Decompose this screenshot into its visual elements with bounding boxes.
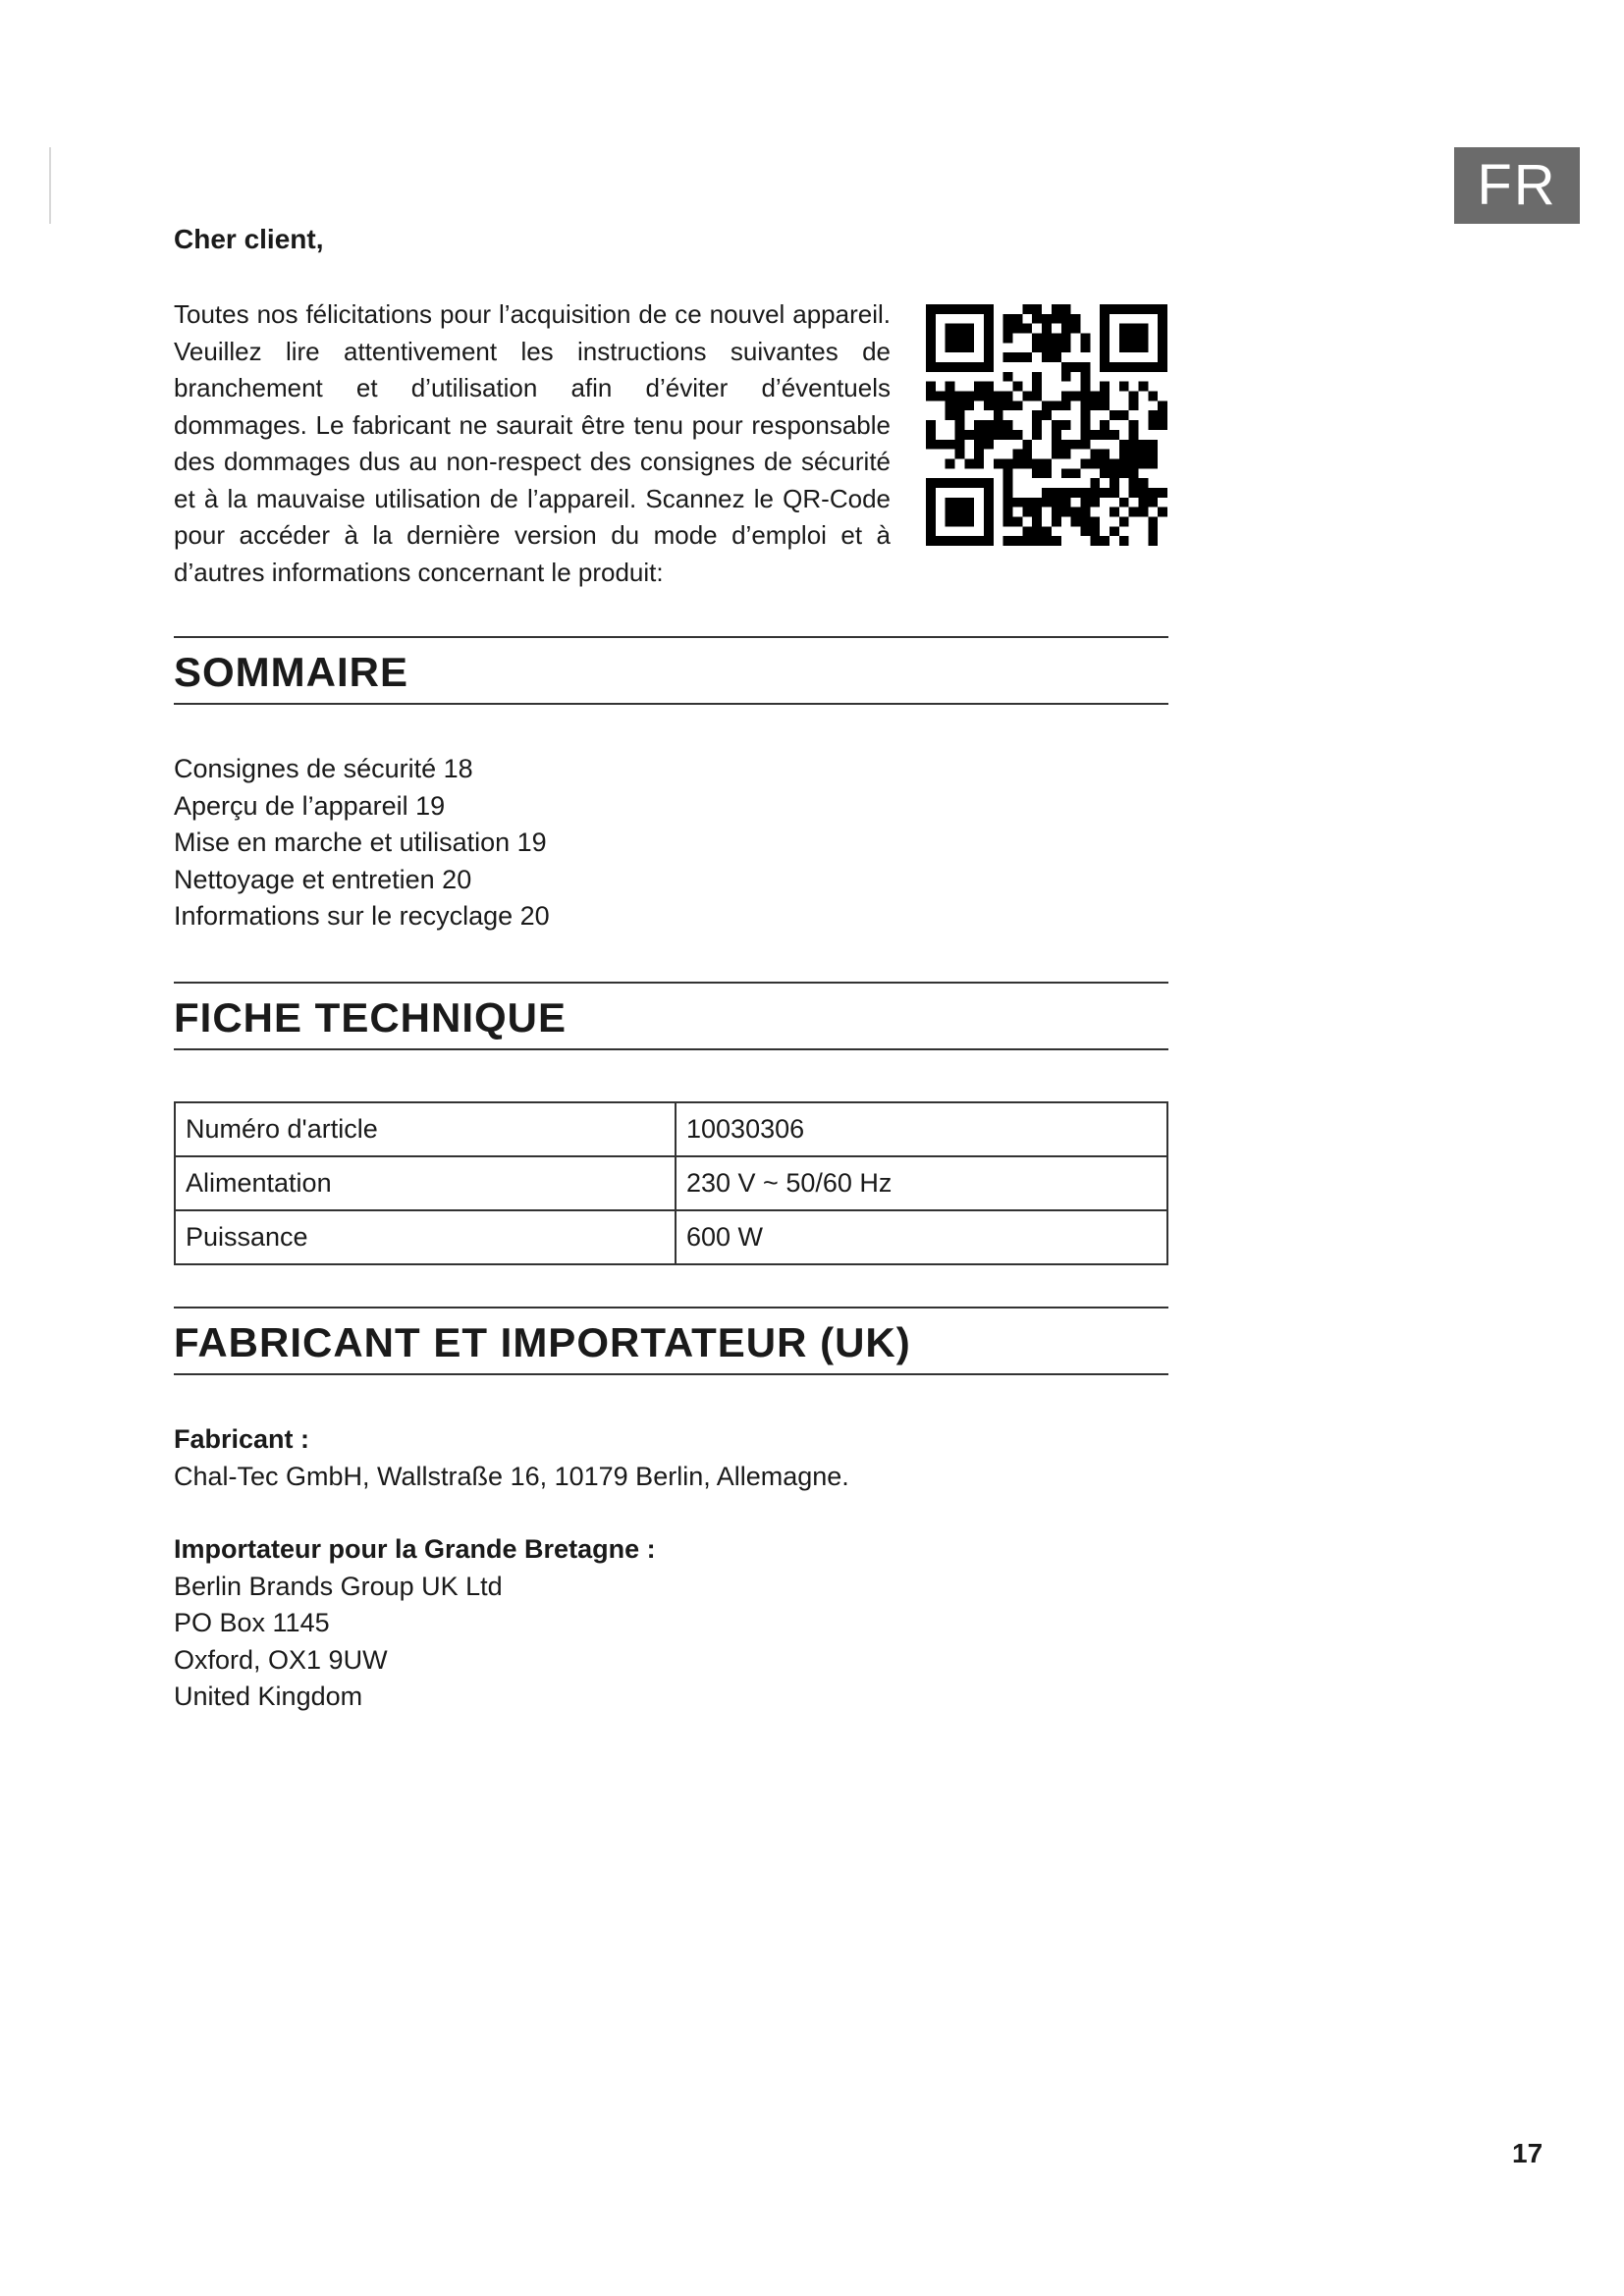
fiche-technique-heading: FICHE TECHNIQUE <box>174 982 1168 1050</box>
toc-item[interactable]: Mise en marche et utilisation 19 <box>174 828 547 857</box>
importer-line: Oxford, OX1 9UW <box>174 1644 388 1675</box>
spec-value: 600 W <box>676 1210 1167 1264</box>
toc-item[interactable]: Nettoyage et entretien 20 <box>174 864 472 894</box>
importer-line: United Kingdom <box>174 1682 363 1711</box>
table-row <box>175 1102 1167 1156</box>
qr-code-icon[interactable] <box>926 304 1167 546</box>
spec-label: Alimentation <box>175 1156 676 1210</box>
table-of-contents <box>174 751 550 935</box>
spec-label: Numéro d'article <box>175 1102 676 1156</box>
manufacturer-block <box>174 1421 849 1495</box>
importer-block <box>174 1531 656 1716</box>
spec-table <box>174 1101 1168 1265</box>
sommaire-heading: SOMMAIRE <box>174 636 1168 705</box>
importer-line: PO Box 1145 <box>174 1608 330 1637</box>
margin-rule <box>49 147 51 224</box>
toc-item[interactable]: Aperçu de l’appareil 19 <box>174 790 446 821</box>
page-number: 17 <box>1512 2138 1543 2168</box>
spec-value: 230 V ~ 50/60 Hz <box>676 1156 1167 1210</box>
toc-item[interactable]: Informations sur le recyclage 20 <box>174 901 550 931</box>
spec-value: 10030306 <box>676 1102 1167 1156</box>
manufacturer-label: Fabricant : <box>174 1424 310 1454</box>
manufacturer-address: Chal-Tec GmbH, Wallstraße 16, 10179 Berlin, Allemagne. <box>174 1461 849 1491</box>
table-row <box>175 1210 1167 1264</box>
fabricant-heading: FABRICANT ET IMPORTATEUR (UK) <box>174 1307 1168 1375</box>
language-tab: FR <box>1454 147 1580 224</box>
spec-label: Puissance <box>175 1210 676 1264</box>
intro-paragraph: Toutes nos félicitations pour l’acquisition de ce nouvel appareil. Veuillez lire attentivement les instructions suivantes de branchement et d’utilisation afin d’éviter d’éventuels dommages. Le fabricant ne saurait être tenu pour responsable des dommages dus au non-respect des consignes de sécurité et à la mauvaise utilisation de l’appareil. Scannez le QR-Code pour accéder à la dernière version du mode d’emploi et à d’autres informations concernant le produit: <box>174 299 891 587</box>
table-row <box>175 1156 1167 1210</box>
importer-label: Importateur pour la Grande Bretagne : <box>174 1534 656 1564</box>
importer-line: Berlin Brands Group UK Ltd <box>174 1571 503 1601</box>
greeting: Cher client, <box>174 224 324 254</box>
toc-item[interactable]: Consignes de sécurité 18 <box>174 754 473 783</box>
